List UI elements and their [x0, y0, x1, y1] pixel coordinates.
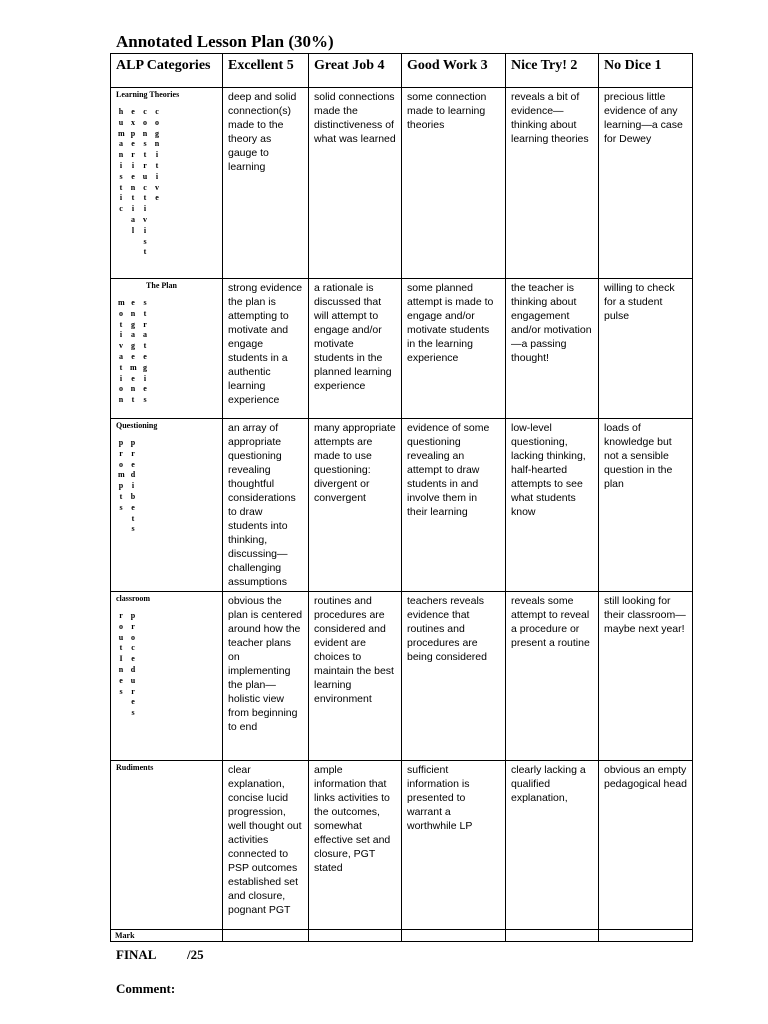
page-title: Annotated Lesson Plan (30%) [116, 32, 334, 51]
mark-cell [223, 930, 309, 942]
mark-label: Mark [111, 930, 223, 942]
header-good-work: Good Work 3 [402, 54, 506, 88]
rubric-cell: sufficient information is presented to warrant a worthwhile LP [402, 761, 506, 930]
rubric-cell: ample information that links activities to the outcomes, somewhat effective set and closure, PGT stated [309, 761, 402, 930]
final-label: FINAL [116, 947, 157, 962]
table-row [111, 592, 693, 761]
rubric-cell: some connection made to learning theories [402, 88, 506, 279]
header-great-job: Great Job 4 [309, 54, 402, 88]
subcategory-vertical-word: e x p e r i e n t i a l [130, 107, 136, 235]
header-no-dice: No Dice 1 [599, 54, 693, 88]
rubric-cell: clearly lacking a qualified explanation, [506, 761, 599, 930]
rubric-cell: reveals a bit of evidence—thinking about learning theories [506, 88, 599, 279]
mark-cell [506, 930, 599, 942]
category-title: Rudiments [116, 763, 154, 772]
category-title: classroom [116, 594, 151, 603]
rubric-cell: evidence of some questioning revealing an attempt to draw students in and involve them in their learning [402, 419, 506, 592]
rubric-cell: willing to check for a student pulse [599, 279, 693, 419]
mark-cell [599, 930, 693, 942]
rubric-table [110, 53, 693, 942]
category-questioning [111, 419, 223, 592]
rubric-cell: obvious the plan is centered around how the teacher plans on implementing the plan—holistic view from beginning to end [223, 592, 309, 761]
subcategory-vertical-word: m o t i v a t i o n [118, 298, 125, 405]
mark-row [111, 930, 693, 942]
rubric-cell: strong evidence the plan is attempting to motivate and engage students in a authentic learning experience [223, 279, 309, 419]
subcategory-vertical-word: e n g a g e m e n t [130, 298, 137, 405]
table-row [111, 279, 693, 419]
rubric-cell: obvious an empty pedagogical head [599, 761, 693, 930]
category-title: Learning Theories [116, 90, 180, 99]
table-row [111, 419, 693, 592]
category-rudiments [111, 761, 223, 930]
mark-cell [402, 930, 506, 942]
subcategory-vertical-word: r o u t I n e s [118, 611, 124, 696]
subcategory-vertical-word: s t r a t e g i e s [143, 298, 147, 405]
rubric-cell: the teacher is thinking about engagement and/or motivation—a passing thought! [506, 279, 599, 419]
table-row [111, 761, 693, 930]
category-learning-theories [111, 88, 223, 279]
subcategory-vertical-word: h u m a n i s t i c [118, 107, 125, 214]
subcategory-vertical-word: c o n s t r u c t i v i s t [142, 107, 148, 257]
rubric-cell: low-level questioning, lacking thinking, half-hearted attempts to see what students know [506, 419, 599, 592]
rubric-cell: an array of appropriate questioning revealing thoughtful considerations to draw students into thinking, discussing—challenging assumptions [223, 419, 309, 592]
category-title: Questioning [116, 421, 158, 430]
subcategory-vertical-word: p r o m p t s [118, 438, 125, 512]
rubric-cell: some planned attempt is made to engage and/or motivate students in the learning experience [402, 279, 506, 419]
rubric-cell: deep and solid connection(s) made to the theory as gauge to learning [223, 88, 309, 279]
header-alp-categories: ALP Categories [111, 54, 223, 88]
category-title: The Plan [146, 281, 177, 290]
header-excellent: Excellent 5 [223, 54, 309, 88]
rubric-cell: solid connections made the distinctiveness of what was learned [309, 88, 402, 279]
rubric-cell: loads of knowledge but not a sensible question in the plan [599, 419, 693, 592]
header-nice-try: Nice Try! 2 [506, 54, 599, 88]
rubric-cell: precious little evidence of any learning—a case for Dewey [599, 88, 693, 279]
rubric-cell: teachers reveals evidence that routines and procedures are being considered [402, 592, 506, 761]
subcategory-vertical-word: p r e d i b e t s [130, 438, 136, 534]
mark-cell [309, 930, 402, 942]
subcategory-vertical-word: c o g n i t i v e [154, 107, 160, 203]
rubric-cell: a rationale is discussed that will attempt to engage and/or motivate students in the planned learning experience [309, 279, 402, 419]
rubric-cell: many appropriate attempts are made to use questioning: divergent or convergent [309, 419, 402, 592]
final-score: /25 [187, 947, 204, 962]
category-the-plan [111, 279, 223, 419]
rubric-cell: still looking for their classroom—maybe next year! [599, 592, 693, 761]
rubric-cell: reveals some attempt to reveal a procedure or present a routine [506, 592, 599, 761]
header-row [111, 54, 693, 88]
comment-label: Comment: [116, 981, 176, 996]
rubric-cell: clear explanation, concise lucid progression, well thought out activities connected to PSP outcomes established set and closure, pognant PGT [223, 761, 309, 930]
category-classroom [111, 592, 223, 761]
rubric-cell: routines and procedures are considered and evident are choices to maintain the best learning environment [309, 592, 402, 761]
subcategory-vertical-word: p r o c e d u r e s [130, 611, 136, 718]
table-row [111, 88, 693, 279]
